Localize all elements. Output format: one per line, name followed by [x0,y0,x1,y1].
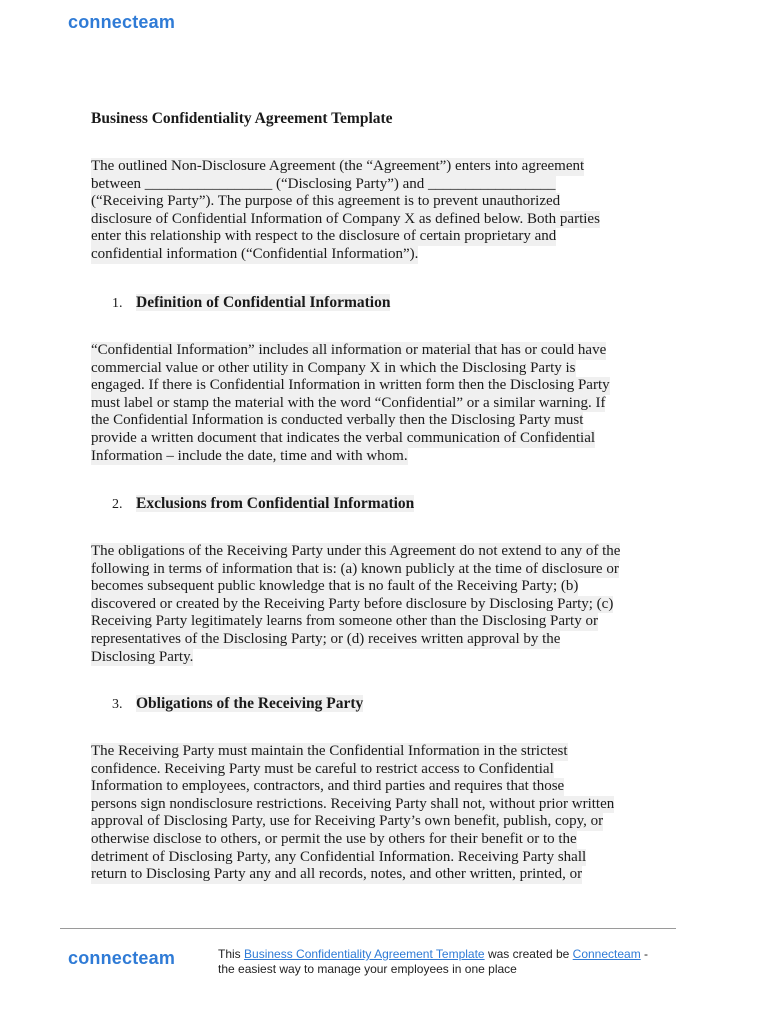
text-line: becomes subsequent public knowledge that is no fault of the Receiving Party; (b) [91,578,579,595]
text-line: Receiving Party legitimately learns from someone other than the Disclosing Party or [91,613,598,630]
connecteam-logo: connecteam [68,12,176,32]
template-link[interactable]: Business Confidentiality Agreement Template [244,947,485,961]
connecteam-link[interactable]: Connecteam [572,947,641,961]
section-paragraph-exclusions [91,543,677,666]
text-line: (“Receiving Party”). The purpose of this agreement is to prevent unauthorized [91,193,561,210]
text-line: otherwise disclose to others, or permit the use by others for their benefit or to the [91,830,577,847]
text-line: confidential information (“Confidential Information”). [91,245,419,262]
section-number: 3. [112,697,123,712]
text-line: between _________________ (“Disclosing Party”) and _________________ [91,175,556,192]
text-line: the Confidential Information is conducted verbally then the Disclosing Party must [91,412,584,429]
footer-tagline: the easiest way to manage your employees in one place [218,962,517,976]
footer-connecteam-logo: connecteam [68,948,176,968]
text-line: “Confidential Information” includes all information or material that has or could have [91,342,607,358]
footer-credit [218,947,648,977]
text-line: confidence. Receiving Party must be careful to restrict access to Confidential [91,760,554,777]
section-paragraph-obligations [91,743,677,884]
text-line: The outlined Non-Disclosure Agreement (the “Agreement”) enters into agreement [91,158,585,174]
text-line: enter this relationship with respect to the disclosure of certain proprietary and [91,228,557,245]
document-title: Business Confidentiality Agreement Template [91,110,393,127]
text-line: engaged. If there is Confidential Information in written form then the Disclosing Party [91,377,610,394]
footer-middle: was created be [484,947,573,961]
text-line: following in terms of information that is: (a) known publicly at the time of disclosure or [91,560,619,577]
text-line: detriment of Disclosing Party, any Confidential Information. Receiving Party shall [91,848,587,865]
text-line: return to Disclosing Party any and all records, notes, and other written, printed, or [91,866,583,883]
text-line: disclosure of Confidential Information of Company X as defined below. Both parties [91,210,600,227]
text-line: representatives of the Disclosing Party; or (d) receives written approval by the [91,630,561,647]
section-heading-exclusions [112,495,414,513]
text-line: discovered or created by the Receiving Party before disclosure by Disclosing Party; (c) [91,595,614,612]
text-line: provide a written document that indicates the verbal communication of Confidential [91,429,596,446]
section-heading-text: Definition of Confidential Information [136,294,391,311]
text-line: The obligations of the Receiving Party under this Agreement do not extend to any of the [91,543,621,559]
text-line: Information – include the date, time and with whom. [91,447,408,464]
footer-suffix: - [640,947,649,961]
section-paragraph-definition [91,342,677,465]
text-line: The Receiving Party must maintain the Confidential Information in the strictest [91,743,568,759]
section-heading-text: Obligations of the Receiving Party [136,695,364,712]
intro-paragraph [91,158,677,264]
section-heading-definition [112,294,390,312]
section-heading-obligations [112,695,363,713]
section-number: 2. [112,497,123,512]
text-line: persons sign nondisclosure restrictions. Receiving Party shall not, without prior written [91,795,615,812]
section-number: 1. [112,296,123,311]
footer-divider [60,928,676,929]
text-line: approval of Disclosing Party, use for Receiving Party’s own benefit, publish, copy, or [91,813,604,830]
text-line: Information to employees, contractors, and third parties and requires that those [91,778,565,795]
footer-prefix: This [218,947,245,961]
text-line: must label or stamp the material with the word “Confidential” or a similar warning. If [91,394,606,411]
text-line: commercial value or other utility in Company X in which the Disclosing Party is [91,359,576,376]
text-line: Disclosing Party. [91,648,194,665]
section-heading-text: Exclusions from Confidential Information [136,495,415,512]
